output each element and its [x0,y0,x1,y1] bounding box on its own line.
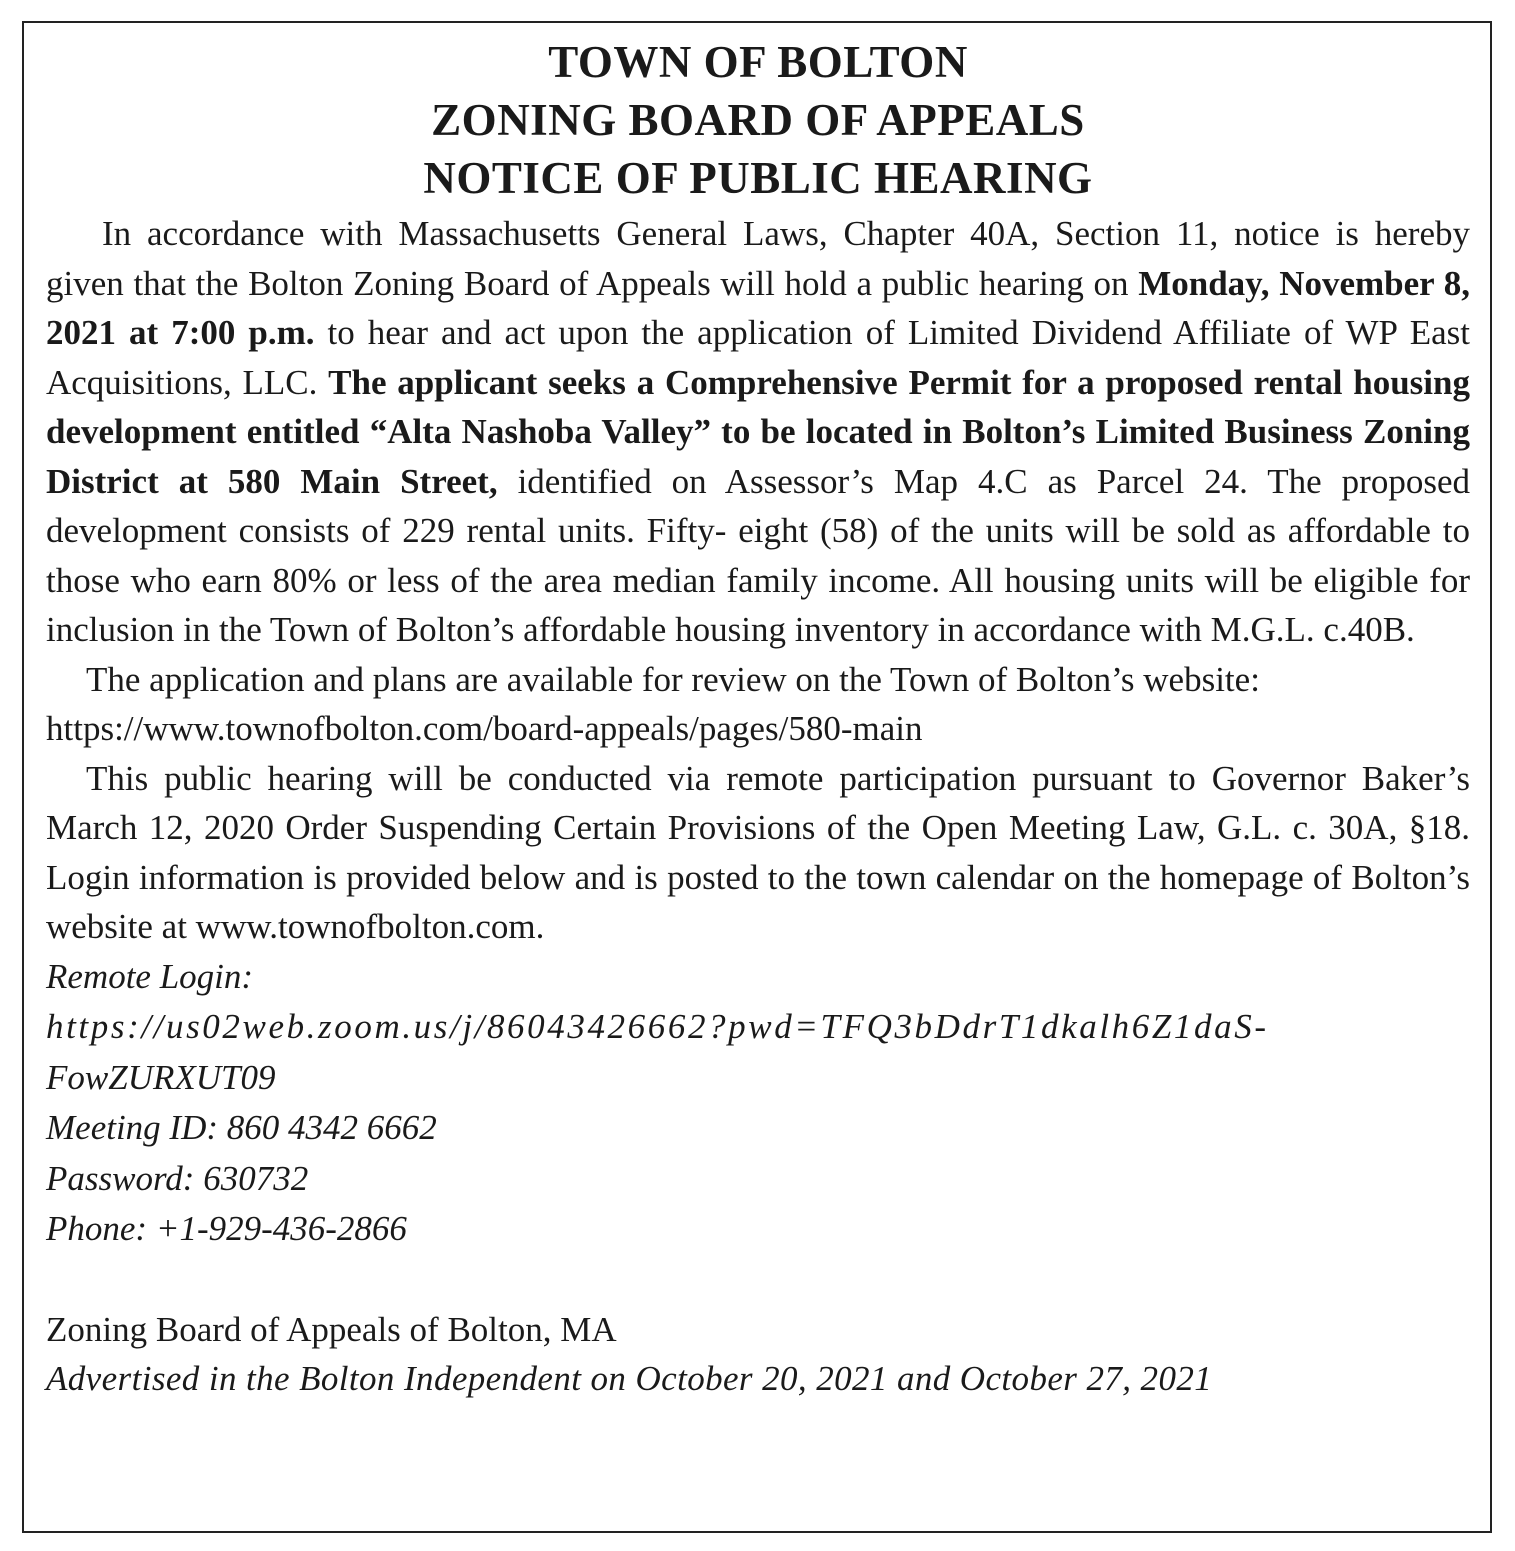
hearing-intro: In accordance with Massachusetts General Laws, Chapter 40A, Section 11, notice is hereby given that the Bolton Zoning Board of Appeals will hold a public hearing on [46,214,1470,303]
remote-login-label: Remote Login: [46,956,254,996]
hearing-applicant: to hear and act upon the application of Limited Dividend Affiliate of WP East Acquisitions, LLC. [46,313,1471,402]
application-url-link[interactable]: https://www.townofbolton.com/board-appeals/pages/580-main [46,709,923,748]
zoom-url-link-line1[interactable]: https://us02web.zoom.us/j/86043426662?pwd=TFQ3bDdrT1dkalh6Z1daS- [46,1007,1269,1046]
zoom-url-link-line2[interactable]: FowZURXUT09 [46,1057,276,1097]
remote-participation-paragraph: This public hearing will be conducted via remote participation pursuant to Governor Baker’s March 12, 2020 Order Suspending Certain Provisions of the Open Meeting Law, G.L. c. 30A, §18. Login information is provided below and is posted to the town calendar on the homepage of Bolton’s website at www.townofbolton.com. [46,758,1470,946]
hearing-date-time: Monday, November 8, 2021 at 7:00 p.m. [46,263,1471,352]
heading-notice: NOTICE OF PUBLIC HEARING [423,153,1093,203]
blank-spacer [46,1255,1470,1305]
development-details: identified on Assessor’s Map 4.C as Parcel 24. The proposed development consists of 229 rental units. Fifty- eight (58) of the units will be sold as affordable to those who earn 80% or less of the area median family income. All housing units will be eligible for inclusion in the Town of Bolton’s affordable housing inventory in accordance with M.G.L. c.40B. [46,461,1470,649]
signature-line: Zoning Board of Appeals of Bolton, MA [46,1309,617,1349]
notice-heading [46,33,1470,207]
meeting-id: Meeting ID: 860 4342 6662 [46,1108,437,1147]
heading-board: ZONING BOARD OF APPEALS [431,95,1085,145]
remote-login-block [46,952,1470,1255]
permit-description: The applicant seeks a Comprehensive Permit for a proposed rental housing development entitled “Alta Nashoba Valley” to be located in Bolton’s Limited Business Zoning District at 580 Main Street, [46,362,1470,501]
meeting-password: Password: 630732 [46,1158,309,1198]
notice-border [22,21,1492,1533]
advertised-line: Advertised in the Bolton Independent on October 20, 2021 and October 27, 2021 [46,1358,1213,1398]
hearing-paragraph [46,209,1470,655]
heading-town: TOWN OF BOLTON [548,37,968,87]
dial-in-phone: Phone: +1-929-436-2866 [46,1209,407,1248]
notice-content [46,33,1470,1403]
application-paragraph: The application and plans are available for review on the Town of Bolton’s website: [86,659,1260,699]
